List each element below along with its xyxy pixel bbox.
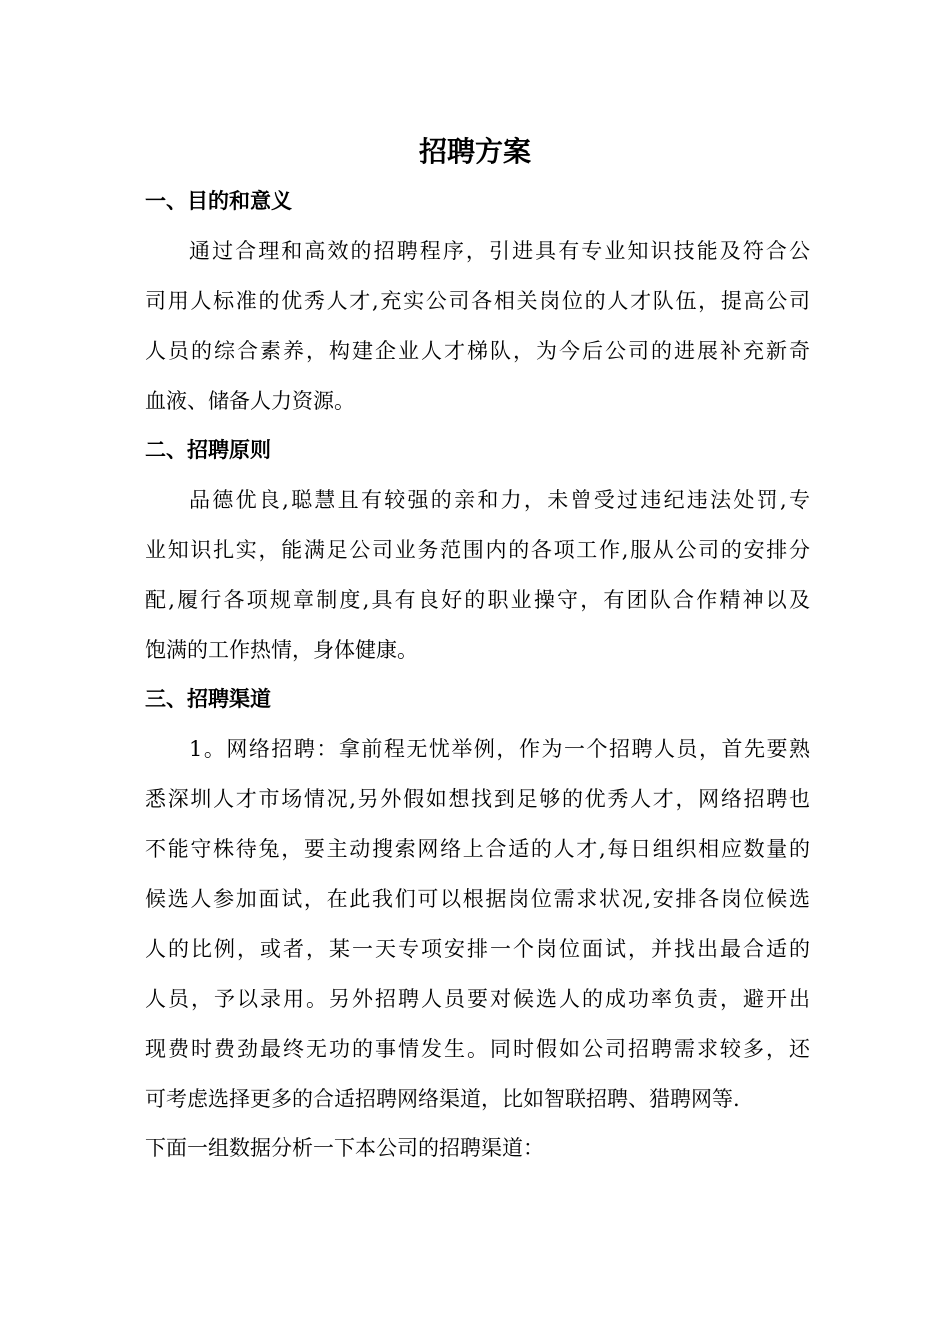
section-paragraph-principles xyxy=(145,475,810,675)
paragraph-line: 配,履行各项规章制度,具有良好的职业操守，有团队合作精神以及 xyxy=(145,588,810,612)
section-heading-purpose: 一、目的和意义 xyxy=(145,188,292,213)
section-heading-principles: 二、招聘原则 xyxy=(145,437,271,462)
paragraph-line: 司用人标准的优秀人才,充实公司各相关岗位的人才队伍，提高公司 xyxy=(145,289,810,313)
paragraph-line: 悉深圳人才市场情况,另外假如想找到足够的优秀人才，网络招聘也 xyxy=(145,787,810,811)
paragraph-line: 不能守株待兔，要主动搜索网络上合适的人才,每日组织相应数量的 xyxy=(145,837,810,861)
paragraph-line: 人的比例，或者，某一天专项安排一个岗位面试，并找出最合适的 xyxy=(145,937,810,961)
paragraph-line: 现费时费劲最终无功的事情发生。同时假如公司招聘需求较多，还 xyxy=(145,1037,810,1061)
document-title: 招聘方案 xyxy=(418,135,531,168)
paragraph-line: 业知识扎实，能满足公司业务范围内的各项工作,服从公司的安排分 xyxy=(145,538,810,562)
paragraph-line: 可考虑选择更多的合适招聘网络渠道，比如智联招聘、猎聘网等. xyxy=(145,1087,740,1111)
paragraph-line: 人员，予以录用。另外招聘人员要对候选人的成功率负责，避开出 xyxy=(145,987,810,1011)
paragraph-line: 候选人参加面试，在此我们可以根据岗位需求状况,安排各岗位候选 xyxy=(145,887,810,911)
paragraph-line: 人员的综合素养，构建企业人才梯队，为今后公司的进展补充新奇 xyxy=(145,339,810,363)
paragraph-line: 血液、储备人力资源。 xyxy=(145,389,355,413)
section-paragraph-purpose xyxy=(145,226,810,426)
closing-line: 下面一组数据分析一下本公司的招聘渠道： xyxy=(145,1136,544,1160)
section-heading-channels: 三、招聘渠道 xyxy=(145,686,271,711)
paragraph-line: 饱满的工作热情，身体健康。 xyxy=(145,638,418,662)
section-paragraph-channels xyxy=(145,724,810,1124)
paragraph-line: 通过合理和高效的招聘程序，引进具有专业知识技能及符合公 xyxy=(189,239,810,263)
paragraph-line: 品德优良,聪慧且有较强的亲和力，未曾受过违纪违法处罚,专 xyxy=(189,488,810,512)
paragraph-line: 1。网络招聘：拿前程无忧举例，作为一个招聘人员，首先要熟 xyxy=(189,737,810,761)
